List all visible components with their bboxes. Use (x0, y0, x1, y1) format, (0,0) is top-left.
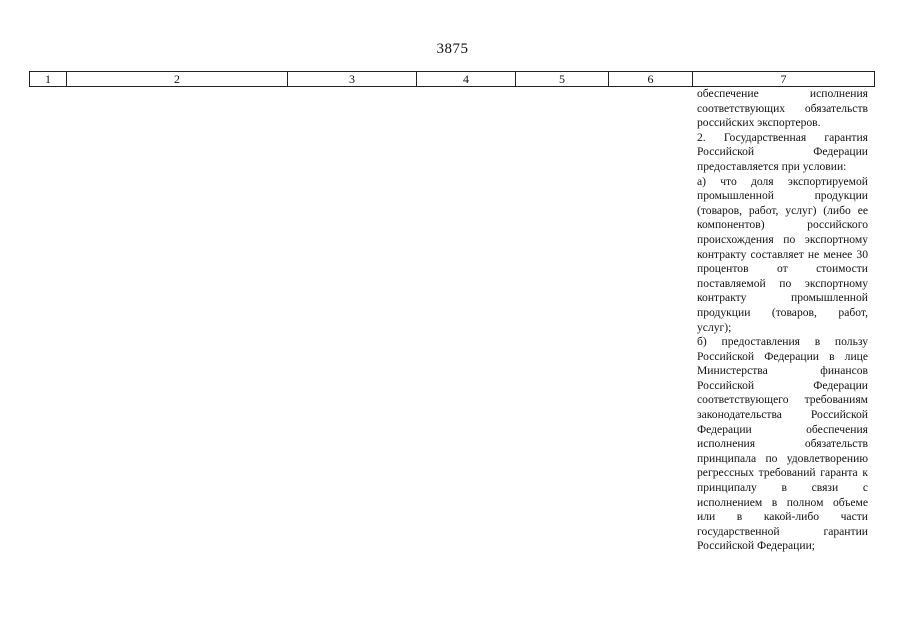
column-7-text (697, 87, 868, 554)
column-number-4: 4 (417, 72, 516, 87)
table-column-numbers (29, 71, 875, 87)
column-number-1: 1 (30, 72, 67, 87)
paragraph-continuation: обеспечение исполнения соответствующих обязательств российских экспортеров. (697, 87, 868, 130)
paragraph-item-b: б) предоставления в пользу Российской Федерации в лице Министерства финансов Российской Федерации соответствующего требованиям законодательства Российской Федерации обеспечения исполнения обязательств принципала по удовлетворению регрессных требований гаранта к принципалу в связи с исполнением в полном объеме или в какой-либо части государственной гарантии Российской Федерации; (697, 335, 868, 553)
column-number-6: 6 (609, 72, 693, 87)
column-number-5: 5 (516, 72, 609, 87)
page-number: 3875 (436, 41, 469, 57)
table-header-row (30, 72, 875, 87)
column-number-7: 7 (693, 72, 875, 87)
column-number-2: 2 (67, 72, 288, 87)
paragraph-item-a: а) что доля экспортируемой промышленной продукции (товаров, работ, услуг) (либо ее компонентов) российского происхождения по экспортному контракту составляет не менее 30 процентов от стоимости поставляемой по экспортному контракту промышленной продукции (товаров, работ, услуг); (697, 174, 868, 334)
column-number-3: 3 (288, 72, 417, 87)
paragraph-guarantee-condition: 2. Государственная гарантия Российской Федерации предоставляется при условии: (697, 130, 868, 173)
